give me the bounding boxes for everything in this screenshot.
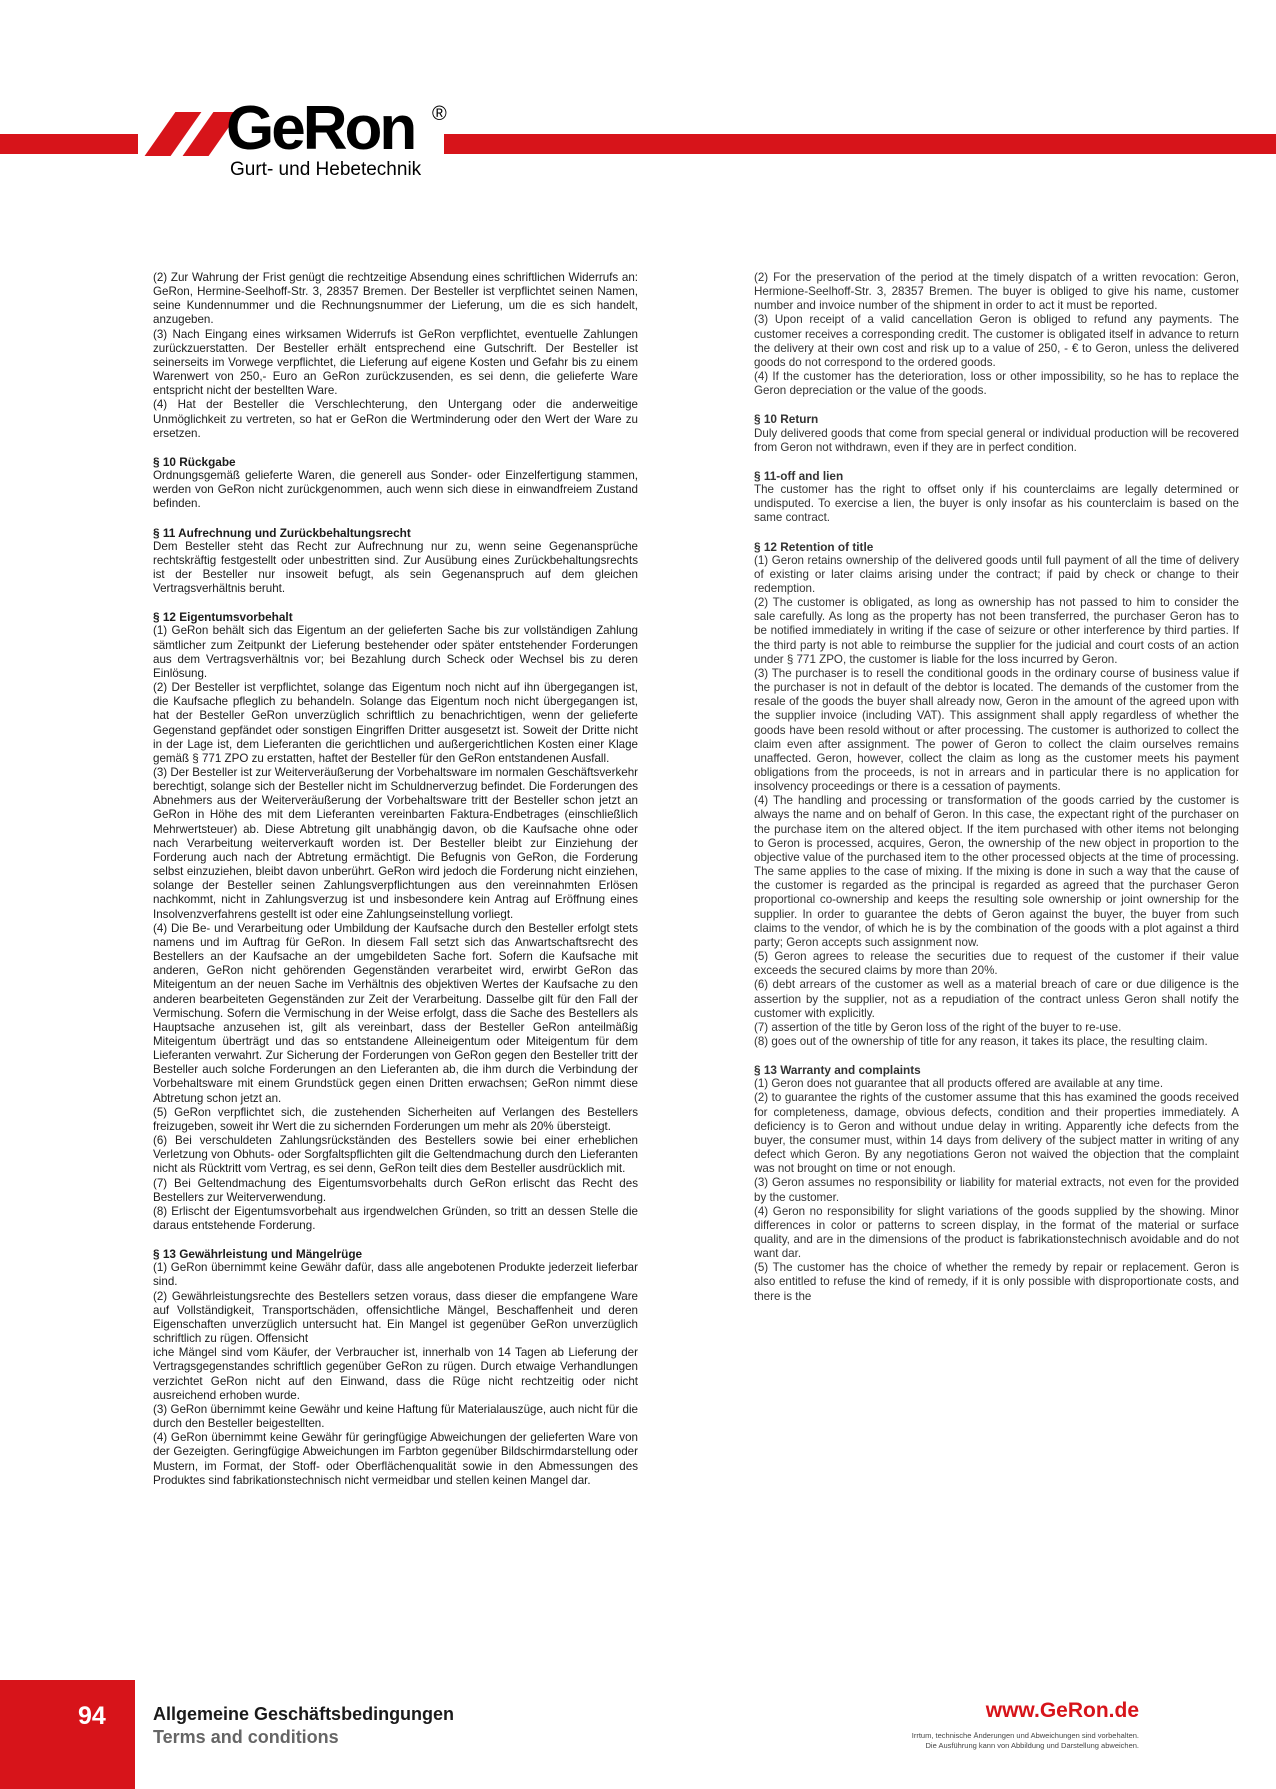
en-section-12-p5: (5) Geron agrees to release the securities due to request of the customer if their value exceeds the secured claims by more than 20%. — [754, 950, 1239, 978]
footer-disclaimer-line-2: Die Ausführung kann von Abbildung und Darstellung abweichen. — [925, 1740, 1139, 1750]
footer-disclaimer-line-1: Irrtum, technische Änderungen und Abweichungen sind vorbehalten. — [911, 1731, 1139, 1740]
de-section-12-p1: (1) GeRon behält sich das Eigentum an der gelieferten Sache bis zur vollständigen Zahlung sämtlicher zum Zeitpunkt der Lieferung bestehender oder später entstehender Forderungen aus dem Vertragsverhältnis vor; bei Bezahlung durch Scheck oder Wechsel bis zu deren Einlösung. — [153, 624, 638, 680]
de-section-13-p3: (3) GeRon übernimmt keine Gewähr und keine Haftung für Materialauszüge, auch nicht für die durch den Besteller beigestellten. — [153, 1402, 638, 1431]
website-link[interactable]: www.GeRon.de — [985, 1699, 1139, 1722]
en-section-13-p3: (3) Geron assumes no responsibility or liability for material extracts, not even for the provided by the customer. — [754, 1176, 1239, 1204]
logo-wordmark: GeRon — [226, 94, 415, 163]
en-section-12-p3: (3) The purchaser is to resell the conditional goods in the ordinary course of business value if the purchaser is not in default of the debtor is located. The demands of the customer from the resale of the goods the buyer shall already now, Geron in the amount of the agreed upon with the supplier invoice (including VAT). This assignment shall apply regardless of whether the goods have been resold without or after processing. The customer is authorized to collect the claim even after assignment. The power of Geron to collect the claim ourselves remains unaffected. Geron, however, collect the claim as long as the customer meets his payment obligations from the proceeds, is not in arrears and in particular there is no application for insolvency proceedings or there is a cessation of payments. — [754, 666, 1239, 794]
footer-title-english: Terms and conditions — [153, 1727, 339, 1747]
de-section-10-title: § 10 Rückgabe — [153, 454, 236, 469]
page-number-box — [0, 1680, 135, 1789]
header-stripe-left — [0, 134, 138, 154]
de-section-12-p8: (8) Erlischt der Eigentumsvorbehalt aus irgendwelchen Gründen, so tritt an dessen Stelle die daraus entstehende Forderung. — [153, 1204, 638, 1232]
de-section-12-p7: (7) Bei Geltendmachung des Eigentumsvorbehalts durch GeRon erlischt das Recht des Bestellers zur Weiterverwendung. — [153, 1176, 638, 1204]
logo-registered-mark: ® — [432, 103, 447, 125]
header-stripe-right — [444, 134, 1276, 154]
en-section-12-p2: (2) The customer is obligated, as long as ownership has not passed to him to consider the sale carefully. As long as the property has not been transferred, the purchaser Geron has to be notified immediately in writing if the case of seizure or other interference by third parties. If the third party is not able to reimburse the supplier for the judicial and court costs of an action under § 771 ZPO, the customer is liable for the loss incurred by Geron. — [754, 596, 1239, 666]
de-section-12-p3: (3) Der Besteller ist zur Weiterveräußerung der Vorbehaltsware im normalen Geschäftsverkehr berechtigt, solange sich der Besteller nicht im Schuldnerverzug befindet. Die Forderungen des Abnehmers aus der Weiterveräußerung der Vorbehaltsware tritt der Besteller schon jetzt an GeRon in Höhe des mit dem Lieferanten vereinbarten Faktura-Endbetrages (einschließlich Mehrwertsteuer) ab. Diese Abtretung gilt unabhängig davon, ob die Kaufsache ohne oder nach Verarbeitung weiterverkauft worden ist. Der Besteller bleibt zur Einziehung der Forderung auch nach der Abtretung ermächtigt. Die Befugnis von GeRon, die Forderung selbst einzuziehen, bleibt davon unberührt. GeRon wird jedoch die Forderung nicht einziehen, solange der Besteller seinen Zahlungsverpflichtungen aus den vereinnahmten Erlösen nachkommt, nicht in Zahlungsverzug ist und insbesondere kein Antrag auf Eröffnung eines Insolvenzverfahrens gestellt ist oder eine Zahlungseinstellung vorliegt. — [153, 766, 638, 921]
footer-disclaimer — [719, 1731, 1139, 1750]
de-intro-4: (4) Hat der Besteller die Verschlechterung, den Untergang oder die anderweitige Unmöglichkeit zu vertreten, so hat er GeRon die Wertminderung oder den Wert der Ware zu ersetzen. — [153, 398, 638, 440]
en-section-13-p1: (1) Geron does not guarantee that all products offered are available at any time. — [754, 1077, 1164, 1091]
de-section-13-p4: (4) GeRon übernimmt keine Gewähr für geringfügige Abweichungen der gelieferten Ware von der Gezeigten. Geringfügige Abweichungen im Farbton gegenüber Bildschirmdarstellung oder Mustern, im Format, der Stoff- oder Oberflächenqualität sowie in den Abmessungen des Produktes sind fabrikationstechnisch nicht vermeidbar und stellen keinen Mangel dar. — [153, 1431, 638, 1487]
de-section-11-text: Dem Besteller steht das Recht zur Aufrechnung nur zu, wenn seine Gegenansprüche rechtskräftig festgestellt oder unbestritten sind. Zur Ausübung eines Zurückbehaltungsrechts ist der Besteller nur insoweit befugt, als sein Gegenanspruch auf dem gleichen Vertragsverhältnis beruht. — [153, 539, 638, 596]
en-section-12-p4: (4) The handling and processing or transformation of the goods carried by the customer is always the name and on behalf of Geron. In this case, the expectant right of the purchaser on the purchase item on the altered object. If the item purchased with other items not belonging to Geron is processed, acquires, Geron, the ownership of the new object in proportion to the objective value of the purchased item to the other processed objects at the time of processing. The same applies to the case of mixing. If the mixing is done in such a way that the cause of the customer is regarded as the principal is regarded as agreed that the purchaser Geron proportional co-ownership and keeps the resulting sole ownership or joint ownership for the supplier. In order to guarantee the debts of Geron against the buyer, the buyer from such claims to the vendor, of which he is by the combination of the goods with a plot against a third party; Geron accepts such assignment now. — [754, 794, 1239, 949]
en-section-11-title: § 11-off and lien — [754, 468, 844, 483]
de-section-12-p5: (5) GeRon verpflichtet sich, die zustehenden Sicherheiten auf Verlangen des Bestellers freizugeben, soweit ihr Wert die zu sichernden Forderungen um mehr als 20% übersteigt. — [153, 1105, 638, 1133]
de-section-13-p2b: iche Mängel sind vom Käufer, der Verbraucher ist, innerhalb von 14 Tagen ab Lieferung der Vertragsgegenstandes schriftlich gegenüber GeRon zu rügen. Durch etwaige Verhandlungen verzichtet GeRon nicht auf den Einwand, dass die Rüge nicht rechtzeitig oder nicht ausreichend erhoben wurde. — [153, 1346, 638, 1402]
en-section-13-p4: (4) Geron no responsibility for slight variations of the goods supplied by the showing. Minor differences in color or patterns to screen display, in the format of the material or surface quality, and are in the dimensions of the product is fabrikationstechnisch avoidable and do not want dar. — [754, 1204, 1239, 1261]
page-number: 94 — [78, 1702, 106, 1730]
logo-subtitle: Gurt- und Hebetechnik — [230, 159, 422, 180]
de-intro-2: (2) Zur Wahrung der Frist genügt die rechtzeitige Absendung eines schriftlichen Widerrufs an: GeRon, Hermine-Seelhoff-Str. 3, 28357 Bremen. Der Besteller ist verpflichtet seinen Namen, seine Kundennummer und die Rechnungsnummer der Lieferung, um die es sich handelt, anzugeben. — [153, 271, 638, 327]
en-section-11-text: The customer has the right to offset only if his counterclaims are legally determined or undisputed. To exercise a lien, the buyer is only insofar as his counterclaim is based on the same contract. — [754, 483, 1239, 525]
german-terms-column — [153, 271, 638, 1488]
de-section-12-p2: (2) Der Besteller ist verpflichtet, solange das Eigentum noch nicht auf ihn übergegangen ist, die Kaufsache pfleglich zu behandeln. Solange das Eigentum noch nicht übergegangen ist, hat der Besteller GeRon unverzüglich schriftlich zu benachrichtigen, wenn der gelieferte Gegenstand gepfändet oder sonstigen Eingriffen Dritter ausgesetzt ist. Soweit der Dritte nicht in der Lage ist, dem Lieferanten die gerichtlichen und außergerichtlichen Kosten einer Klage gemäß § 771 ZPO zu erstatten, haftet der Besteller für den GeRon entstandenen Ausfall. — [153, 681, 638, 765]
de-section-13-title: § 13 Gewährleistung und Mängelrüge — [153, 1247, 363, 1262]
en-section-12-p1: (1) Geron retains ownership of the delivered goods until full payment of all the time of delivery of existing or later claims arising under the contract; if paid by check or change to their redemption. — [754, 553, 1239, 595]
en-section-10-title: § 10 Return — [754, 412, 819, 427]
de-intro-3: (3) Nach Eingang eines wirksamen Widerrufs ist GeRon verpflichtet, eventuelle Zahlungen zurückzuerstatten. Der Besteller erhält entsprechend eine Gutschrift. Der Besteller ist seinerseits im Vorwege verpflichtet, die Lieferung auf eigene Kosten und Gefahr bis zu einem Warenwert von 250,- Euro an GeRon zurückzusenden, es sei denn, die gelieferte Ware entspricht nicht der bestellten Ware. — [153, 327, 638, 398]
english-terms-column — [754, 271, 1239, 1304]
en-section-13-title: § 13 Warranty and complaints — [754, 1063, 921, 1078]
de-section-12-p4: (4) Die Be- und Verarbeitung oder Umbildung der Kaufsache durch den Besteller erfolgt stets namens und im Auftrag für GeRon. In diesem Fall setzt sich das Anwartschaftsrecht des Bestellers an der Kaufsache an der umgebildeten Sache fort. Sofern die Kaufsache mit anderen, GeRon nicht gehörenden Gegenständen verarbeitet wird, erwirbt GeRon das Miteigentum an der neuen Sache im Verhältnis des objektiven Wertes der Kaufsache zu den anderen bearbeiteten Gegenständen zur Zeit der Verarbeitung. Dasselbe gilt für den Fall der Vermischung. Sofern die Vermischung in der Weise erfolgt, dass die Sache des Bestellers als Hauptsache anzusehen ist, gilt als vereinbart, dass der Besteller GeRon anteilmäßig Miteigentum überträgt und das so entstandene Alleineigentum oder Miteigentum für dem Lieferanten verwahrt. Zur Sicherung der Forderungen von GeRon gegen den Besteller tritt der Besteller auch solche Forderungen an den Lieferanten ab, die ihm durch die Verbindung der Vorbehaltsware mit einem Grundstück gegen einen Dritten erwachsen; GeRon nimmt diese Abtretung schon jetzt an. — [153, 921, 638, 1105]
en-section-12-p8: (8) goes out of the ownership of title for any reason, it takes its place, the resulting claim. — [754, 1034, 1208, 1048]
en-intro-3: (3) Upon receipt of a valid cancellation Geron is obliged to refund any payments. The customer receives a corresponding credit. The customer is obligated itself in advance to return the delivery at their own cost and risk up to a value of 250, - € to Geron, unless the delivered goods do not correspond to the ordered goods. — [754, 313, 1239, 369]
de-section-11-title: § 11 Aufrechnung und Zurückbehaltungsrecht — [153, 525, 411, 540]
de-section-12-p6: (6) Bei verschuldeten Zahlungsrückständen des Bestellers sowie bei einer erheblichen Verletzung von Obhuts- oder Sorgfaltspflichten gilt die Geltendmachung durch den Lieferanten nicht als Rücktritt vom Vertrag, es sei denn, GeRon teilt dies dem Besteller ausdrücklich mit. — [153, 1134, 638, 1176]
de-section-13-p2: (2) Gewährleistungsrechte des Bestellers setzen voraus, dass dieser die empfangene Ware auf Vollständigkeit, Transportschäden, offensichtliche Mängel, Beschaffenheit und deren Eigenschaften unverzüglich untersucht hat. Ein Mangel ist gegenüber GeRon unverzüglich schriftlich zu rügen. Offensicht — [153, 1289, 638, 1346]
en-section-13-p2: (2) to guarantee the rights of the customer assume that this has examined the goods received for completeness, damage, obvious defects, condition and their properties immediately. A deficiency is to Geron and without undue delay in writing. Apparently iche defects from the buyer, the consumer must, within 14 days from delivery of the subject matter in writing of any defect which Geron. By any negotiations Geron not waived the objection that the complaint was not brought on time or not enough. — [754, 1091, 1239, 1176]
de-section-10-text: Ordnungsgemäß gelieferte Waren, die generell aus Sonder- oder Einzelfertigung stammen, werden von GeRon nicht zurückgenommen, auch wenn sich diese in einwandfreiem Zustand befinden. — [153, 469, 638, 511]
en-section-12-title: § 12 Retention of title — [754, 539, 874, 554]
en-section-10-text: Duly delivered goods that come from special general or individual production will be recovered from Geron not withdrawn, even if they are in perfect condition. — [754, 426, 1239, 454]
de-section-13-p1: (1) GeRon übernimmt keine Gewähr dafür, dass alle angebotenen Produkte jederzeit lieferbar sind. — [153, 1261, 638, 1289]
en-intro-2: (2) For the preservation of the period at the timely dispatch of a written revocation: Geron, Hermione-Seelhoff-Str. 3, 28357 Bremen. The buyer is obliged to give his name, customer number and invoice number of the shipment in order to act it must be reported. — [754, 271, 1239, 313]
en-section-12-p7: (7) assertion of the title by Geron loss of the right of the buyer to re-use. — [754, 1020, 1122, 1034]
de-section-12-title: § 12 Eigentumsvorbehalt — [153, 610, 293, 625]
footer-title-german: Allgemeine Geschäftsbedingungen — [153, 1704, 455, 1724]
en-section-13-p5: (5) The customer has the choice of whether the remedy by repair or replacement. Geron is also entitled to refuse the kind of remedy, if it is only possible with disproportionate costs, and there is the — [754, 1261, 1239, 1303]
en-section-12-p6: (6) debt arrears of the customer as well as a material breach of care or due diligence is the assertion by the supplier, not as a repudiation of the contract unless Geron shall notify the customer with explicitly. — [754, 978, 1239, 1020]
en-intro-4: (4) If the customer has the deterioration, loss or other impossibility, so he has to replace the Geron depreciation or the value of the goods. — [754, 370, 1239, 398]
